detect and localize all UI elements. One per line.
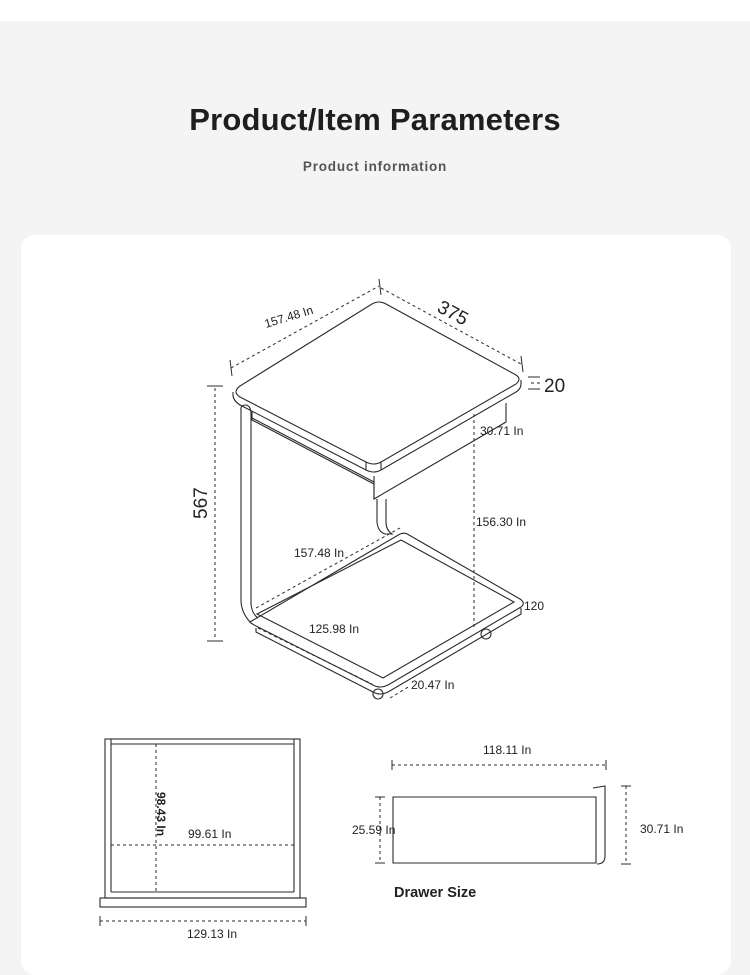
drawer-box	[252, 403, 506, 499]
drawer-size-caption: Drawer Size	[394, 885, 477, 901]
front-frame-outer	[105, 739, 300, 898]
drawer-dimension-lines	[380, 765, 626, 864]
front-inner-width-label: 99.61 In	[188, 827, 232, 841]
drawer-view-drawing	[393, 786, 605, 864]
tabletop-front-edge	[233, 380, 524, 472]
column-height-label: 156.30 In	[476, 515, 527, 529]
top-depth-label: 375	[433, 296, 472, 331]
drawer-height-label: 30.71 In	[480, 424, 524, 438]
front-inner-height-label: 98.43 In	[154, 792, 168, 837]
frame-tube-connector	[377, 499, 392, 534]
total-height-label: 567	[191, 487, 212, 519]
drawer-inner-height-label: 25.59 In	[352, 823, 396, 837]
page-subtitle: Product information	[302, 159, 448, 174]
frame-tube-vertical	[241, 405, 258, 618]
top-thickness-label: 20	[544, 376, 566, 397]
drawer-body	[393, 797, 596, 863]
base-inner-label: 125.98 In	[309, 622, 360, 636]
drawer-front-panel	[593, 786, 605, 864]
wheel-label: 20.47 In	[411, 678, 455, 692]
base-right-label: 120	[524, 599, 545, 613]
main-dimension-ticks	[207, 279, 540, 641]
page-title: Product/Item Parameters	[189, 102, 561, 137]
drawer-dimension-ticks	[375, 760, 631, 864]
base-width-label: 157.48 In	[294, 546, 345, 560]
front-outer-width-label: 129.13 In	[187, 927, 238, 941]
drawer-width-label: 118.11 In	[483, 743, 532, 757]
front-frame-base	[100, 898, 306, 907]
front-view-drawing	[100, 739, 306, 907]
drawer-outer-height-label: 30.71 In	[640, 822, 684, 836]
top-width-label: 157.48 In	[262, 302, 315, 331]
side-table-illustration	[233, 302, 523, 699]
base-tray	[250, 533, 523, 687]
